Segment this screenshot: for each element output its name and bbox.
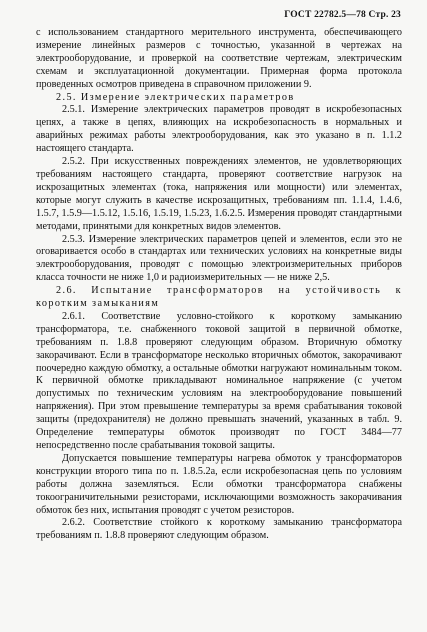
continued-paragraph: с использованием стандартного мерительного инструмента, обеспечивающего измерение линейных размеров с точностью, указанной в чертежах на электрооборудование, и проверкой на соответствие чертежам, электрическим схемам и эксплуатационной документации. Примерная форма протокола проведенных осмотров приведена в справочном приложении 9. [36,27,402,90]
running-head: ГОСТ 22782.5—78 Стр. 23 [284,10,401,20]
paragraph-2-5-3: 2.5.3. Измерение электрических параметров цепей и элементов, если это не оговаривается особо в стандартах или технических условиях на конкретные виды электрооборудования, проводят с помощью электроизмерительных приборов класса точности не ниже 1,0 и радиоизмерительных — не ниже 2,5. [36,233,402,284]
paragraph-2-5-2: 2.5.2. При искусственных повреждениях элементов, не удовлетворяющих требованиям настоящего стандарта, проверяют соответствие нагрузок на искрозащитных элементах (тока, напряжения или мощности) или элементах, которые могут служить в качестве искрозащитных, требованиям пп. 1.1.4, 1.4.6, 1.5.7, 1.5.9—1.5.12, 1.5.16, 1.5.19, 1.5.23, 1.6.2.5. Измерения проводят стандартными методами, принятыми для конкретных видов элементов. [36,156,402,232]
body-text [36,27,402,543]
paragraph-2-6-2: 2.6.2. Соответствие стойкого к короткому замыканию трансформатора требованиям п. 1.8.8 проверяют следующим образом. [36,517,402,542]
paragraph-2-6-1: 2.6.1. Соответствие условно-стойкого к короткому замыканию трансформатора, т.е. снабженного токовой защитой в первичной обмотке, требованиям п. 1.8.8 проверяют следующим образом. Вторичную обмотку закорачивают. Если в трансформаторе несколько вторичных обмоток, закорачивают поочередно каждую обмотку, а остальные обмотки нагружают номинальным током. К первичной обмотке прикладывают номинальное напряжение (с учетом допустимых по техническим условиям на электрооборудование повышений напряжения). При этом превышение температуры за время срабатывания токовой защиты (предохранителя) не должно превышать значений, указанных в табл. 9. Определение температуры обмоток производят по ГОСТ 3484—77 непосредственно после срабатывания токовой защиты. [36,310,402,451]
section-heading-2-5: 2.5. Измерение электрических параметров [56,91,295,103]
paragraph-permission: Допускается повышение температуры нагрева обмоток у трансформаторов конструкции второго типа по п. 1.8.5.2а, если искробезопасная цепь по условиям работы должна заземляться. Если обмотки трансформатора снабжены токоограничительными резисторами, исключающими возможность закорачивания обмоток без них, испытания проводят с учетом резисторов. [36,452,402,516]
section-heading-2-6: 2.6. Испытание трансформаторов на устойчивость к коротким замыканиям [36,285,402,310]
paragraph-2-5-1: 2.5.1. Измерение электрических параметров проводят в искробезопасных цепях, а также в цепях, влияющих на искробезопасность в нормальных и аварийных режимах работы электрооборудования, как это указано в п. 1.1.2 настоящего стандарта. [36,104,402,155]
